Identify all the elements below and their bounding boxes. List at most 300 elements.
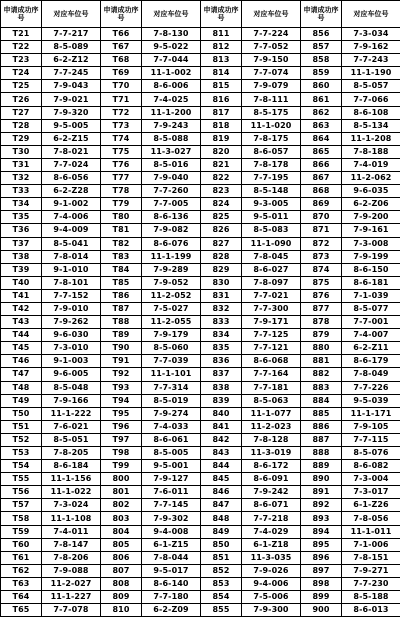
application-number-cell: T47 [1,368,42,381]
application-number-cell: 895 [301,538,342,551]
parking-space-cell: 8-5-175 [242,106,301,119]
parking-space-cell: 8-6-082 [342,460,400,473]
table-row [1,276,400,289]
application-number-cell: 800 [101,473,142,486]
parking-space-cell: 8-6-179 [342,355,400,368]
parking-space-cell: 7-7-224 [242,28,301,41]
application-number-cell: T75 [101,145,142,158]
parking-space-cell: 7-9-088 [42,564,101,577]
parking-space-cell: 8-5-060 [142,342,201,355]
application-number-cell: 887 [301,433,342,446]
table-row [1,158,400,171]
application-number-cell: 820 [201,145,242,158]
parking-space-cell: 9-4-006 [242,577,301,590]
table-row [1,54,400,67]
parking-space-cell: 7-7-226 [342,381,400,394]
application-number-cell: 846 [201,486,242,499]
parking-space-cell: 7-7-024 [42,158,101,171]
parking-space-cell: 11-2-023 [242,420,301,433]
parking-space-cell: 11-1-020 [242,119,301,132]
table-row [1,119,400,132]
application-number-cell: 868 [301,185,342,198]
application-number-cell: T87 [101,302,142,315]
application-number-cell: T39 [1,263,42,276]
parking-space-cell: 8-5-089 [42,41,101,54]
parking-space-cell: 6-2-Z09 [142,604,201,617]
table-row [1,172,400,185]
parking-space-cell: 7-3-004 [342,473,400,486]
parking-space-cell: 9-5-005 [42,119,101,132]
application-number-cell: 807 [101,564,142,577]
header-parking-space-number: 对应车位号 [142,1,201,28]
application-number-cell: 884 [301,394,342,407]
application-number-cell: 827 [201,237,242,250]
parking-space-cell: 7-6-021 [42,420,101,433]
table-row [1,577,400,590]
parking-space-cell: 8-5-188 [342,591,400,604]
parking-space-cell: 11-2-062 [342,172,400,185]
parking-space-cell: 7-7-115 [342,433,400,446]
parking-space-cell: 11-2-052 [142,289,201,302]
application-number-cell: 836 [201,355,242,368]
parking-space-cell: 7-7-121 [242,342,301,355]
parking-space-cell: 7-9-274 [142,407,201,420]
table-row [1,106,400,119]
application-number-cell: 833 [201,316,242,329]
parking-space-cell: 7-8-044 [142,551,201,564]
parking-space-cell: 7-9-199 [342,250,400,263]
application-number-cell: T59 [1,525,42,538]
application-number-cell: T96 [101,420,142,433]
parking-space-cell: 8-5-134 [342,119,400,132]
application-number-cell: 802 [101,499,142,512]
application-number-cell: 832 [201,302,242,315]
parking-space-cell: 7-9-242 [242,486,301,499]
application-number-cell: T60 [1,538,42,551]
parking-space-cell: 7-8-188 [342,145,400,158]
application-number-cell: 859 [301,67,342,80]
header-parking-space-number: 对应车位号 [342,1,400,28]
application-number-cell: 811 [201,28,242,41]
parking-space-cell: 7-9-043 [42,80,101,93]
parking-space-cell: 9-5-022 [142,41,201,54]
application-number-cell: T68 [101,54,142,67]
application-number-cell: 880 [301,342,342,355]
parking-space-cell: 7-9-289 [142,263,201,276]
parking-space-cell: 7-4-007 [342,329,400,342]
parking-space-cell: 11-1-190 [342,67,400,80]
table-row [1,289,400,302]
application-number-cell: T76 [101,158,142,171]
application-number-cell: 835 [201,342,242,355]
application-number-cell: 808 [101,577,142,590]
parking-space-cell: 7-4-019 [342,158,400,171]
parking-space-cell: 7-9-171 [242,316,301,329]
application-number-cell: T49 [1,394,42,407]
parking-space-cell: 7-7-044 [142,54,201,67]
application-number-cell: 870 [301,211,342,224]
table-row [1,250,400,263]
parking-space-cell: 7-8-178 [242,158,301,171]
application-number-cell: T44 [1,329,42,342]
application-number-cell: 801 [101,486,142,499]
parking-space-cell: 7-8-021 [42,145,101,158]
parking-space-cell: 8-5-005 [142,447,201,460]
application-number-cell: T36 [1,224,42,237]
application-number-cell: 874 [301,263,342,276]
application-number-cell: T57 [1,499,42,512]
parking-space-cell: 7-6-011 [142,486,201,499]
parking-space-cell: 8-5-076 [342,447,400,460]
application-number-cell: 860 [301,80,342,93]
parking-space-cell: 7-9-162 [342,41,400,54]
parking-space-cell: 7-9-166 [42,394,101,407]
parking-space-cell: 7-7-181 [242,381,301,394]
application-number-cell: T28 [1,119,42,132]
application-number-cell: T61 [1,551,42,564]
parking-space-cell: 7-9-010 [42,302,101,315]
table-row [1,407,400,420]
parking-space-cell: 11-1-090 [242,237,301,250]
parking-space-cell: 7-7-005 [142,198,201,211]
table-row [1,394,400,407]
application-number-cell: 893 [301,512,342,525]
application-number-cell: 886 [301,420,342,433]
application-number-cell: T48 [1,381,42,394]
table-row [1,551,400,564]
table-row [1,329,400,342]
parking-space-cell: 7-7-152 [42,289,101,302]
table-row [1,473,400,486]
table-row [1,41,400,54]
parking-space-cell: 8-5-148 [242,185,301,198]
parking-space-cell: 7-8-097 [242,276,301,289]
application-number-cell: 822 [201,172,242,185]
parking-space-cell: 9-5-011 [242,211,301,224]
parking-space-cell: 7-7-314 [142,381,201,394]
application-number-cell: 825 [201,211,242,224]
application-number-cell: 863 [301,119,342,132]
application-number-cell: T22 [1,41,42,54]
application-number-cell: T62 [1,564,42,577]
application-number-cell: T90 [101,342,142,355]
application-number-cell: T73 [101,119,142,132]
table-row [1,447,400,460]
parking-space-cell: 11-1-227 [42,591,101,604]
parking-space-cell: 8-6-027 [242,263,301,276]
application-number-cell: T23 [1,54,42,67]
parking-space-cell: 7-4-033 [142,420,201,433]
application-number-cell: 818 [201,119,242,132]
application-number-cell: 877 [301,302,342,315]
application-number-cell: T93 [101,381,142,394]
application-number-cell: 806 [101,551,142,564]
parking-space-cell: 9-5-017 [142,564,201,577]
parking-space-cell: 8-5-083 [242,224,301,237]
application-number-cell: 873 [301,250,342,263]
application-number-cell: 897 [301,564,342,577]
application-number-cell: 815 [201,80,242,93]
application-number-cell: 899 [301,591,342,604]
parking-space-cell: 7-4-006 [42,211,101,224]
table-row [1,80,400,93]
application-number-cell: T81 [101,224,142,237]
parking-space-cell: 8-5-016 [142,158,201,171]
application-number-cell: T92 [101,368,142,381]
parking-space-cell: 7-9-026 [242,564,301,577]
parking-space-cell: 8-6-108 [342,106,400,119]
application-number-cell: 816 [201,93,242,106]
parking-space-cell: 9-6-005 [42,368,101,381]
application-number-cell: 849 [201,525,242,538]
table-row [1,538,400,551]
parking-space-cell: 9-4-009 [42,224,101,237]
application-number-cell: T88 [101,316,142,329]
parking-space-cell: 7-7-074 [242,67,301,80]
parking-space-cell: 7-9-302 [142,512,201,525]
parking-space-cell: 8-6-184 [42,460,101,473]
application-number-cell: T78 [101,185,142,198]
parking-space-cell: 11-1-171 [342,407,400,420]
application-number-cell: 809 [101,591,142,604]
parking-space-cell: 7-7-066 [342,93,400,106]
application-number-cell: T99 [101,460,142,473]
parking-space-cell: 8-6-136 [142,211,201,224]
application-number-cell: T95 [101,407,142,420]
application-number-cell: T86 [101,289,142,302]
table-row [1,28,400,41]
table-row [1,316,400,329]
application-number-cell: T65 [1,604,42,617]
parking-space-cell: 6-2-Z15 [42,132,101,145]
application-number-cell: 817 [201,106,242,119]
parking-space-cell: 7-8-205 [42,447,101,460]
parking-space-cell: 8-6-057 [242,145,301,158]
application-number-cell: 828 [201,250,242,263]
parking-space-cell: 11-1-022 [42,486,101,499]
application-number-cell: 843 [201,447,242,460]
parking-space-cell: 7-9-243 [142,119,201,132]
parking-space-cell: 11-1-011 [342,525,400,538]
parking-space-cell: 8-6-172 [242,460,301,473]
application-number-cell: 856 [301,28,342,41]
table-row [1,420,400,433]
application-number-cell: 858 [301,54,342,67]
application-number-cell: 839 [201,394,242,407]
application-number-cell: 857 [301,41,342,54]
parking-space-cell: 7-9-150 [242,54,301,67]
application-number-cell: 834 [201,329,242,342]
application-number-cell: T43 [1,316,42,329]
parking-space-cell: 7-3-017 [342,486,400,499]
parking-space-cell: 7-1-006 [342,538,400,551]
parking-space-cell: 8-6-076 [142,237,201,250]
table-row [1,211,400,224]
parking-space-cell: 9-6-030 [42,329,101,342]
parking-space-cell: 7-9-040 [142,172,201,185]
application-number-cell: T35 [1,211,42,224]
table-row [1,368,400,381]
application-number-cell: 878 [301,316,342,329]
parking-space-cell: 7-9-079 [242,80,301,93]
application-number-cell: 821 [201,158,242,171]
table-row [1,591,400,604]
table-body [1,28,400,617]
application-number-cell: 865 [301,145,342,158]
header-application-number: 申请成功序号 [201,1,242,28]
parking-space-cell: 8-6-013 [342,604,400,617]
application-number-cell: T41 [1,289,42,302]
parking-space-cell: 7-5-027 [142,302,201,315]
parking-space-cell: 7-8-206 [42,551,101,564]
header-row [1,1,400,28]
application-number-cell: 804 [101,525,142,538]
application-number-cell: 885 [301,407,342,420]
parking-space-cell: 7-9-105 [342,420,400,433]
application-number-cell: 881 [301,355,342,368]
application-number-cell: T54 [1,460,42,473]
parking-space-cell: 8-6-006 [142,80,201,93]
application-number-cell: 803 [101,512,142,525]
application-number-cell: T77 [101,172,142,185]
parking-space-cell: 7-3-008 [342,237,400,250]
parking-space-cell: 8-5-041 [42,237,101,250]
header-application-number: 申请成功序号 [301,1,342,28]
parking-space-cell: 11-3-019 [242,447,301,460]
parking-space-cell: 6-2-Z28 [42,185,101,198]
table-row [1,93,400,106]
table-header [1,1,400,28]
header-application-number: 申请成功序号 [1,1,42,28]
application-number-cell: T40 [1,276,42,289]
application-number-cell: T89 [101,329,142,342]
application-number-cell: 864 [301,132,342,145]
parking-space-cell: 11-2-055 [142,316,201,329]
table-row [1,302,400,315]
parking-space-cell: 8-6-061 [142,433,201,446]
parking-space-cell: 6-1-Z26 [342,499,400,512]
application-number-cell: 814 [201,67,242,80]
application-number-cell: 844 [201,460,242,473]
table-row [1,486,400,499]
parking-space-cell: 7-4-011 [42,525,101,538]
application-number-cell: 861 [301,93,342,106]
parking-space-cell: 11-1-199 [142,250,201,263]
application-number-cell: T33 [1,185,42,198]
application-number-cell: 845 [201,473,242,486]
parking-space-cell: 8-5-088 [142,132,201,145]
table-row [1,355,400,368]
parking-space-cell: 7-7-245 [42,67,101,80]
parking-space-cell: 7-7-052 [242,41,301,54]
application-number-cell: 812 [201,41,242,54]
application-number-cell: T98 [101,447,142,460]
application-number-cell: T34 [1,198,42,211]
parking-space-cell: 7-9-300 [242,604,301,617]
application-number-cell: T30 [1,145,42,158]
parking-space-cell: 7-9-021 [42,93,101,106]
parking-space-cell: 7-9-179 [142,329,201,342]
parking-space-cell: 7-7-300 [242,302,301,315]
application-number-cell: 875 [301,276,342,289]
parking-space-cell: 6-1-Z18 [242,538,301,551]
parking-space-cell: 7-7-218 [242,512,301,525]
parking-space-cell: 9-4-008 [142,525,201,538]
parking-space-cell: 7-8-014 [42,250,101,263]
application-number-cell: 853 [201,577,242,590]
application-number-cell: 900 [301,604,342,617]
application-number-cell: 890 [301,473,342,486]
parking-space-cell: 7-7-243 [342,54,400,67]
application-number-cell: 838 [201,381,242,394]
application-number-cell: 854 [201,591,242,604]
table-row [1,145,400,158]
application-number-cell: T26 [1,93,42,106]
application-number-cell: 882 [301,368,342,381]
application-number-cell: T69 [101,67,142,80]
parking-space-cell: 8-6-056 [42,172,101,185]
parking-space-cell: 8-5-077 [342,302,400,315]
application-number-cell: T50 [1,407,42,420]
parking-space-cell: 7-1-039 [342,289,400,302]
application-number-cell: T37 [1,237,42,250]
application-number-cell: T24 [1,67,42,80]
application-number-cell: 866 [301,158,342,171]
parking-space-cell: 7-3-024 [42,499,101,512]
parking-space-cell: 8-5-063 [242,394,301,407]
application-number-cell: 847 [201,499,242,512]
application-number-cell: T21 [1,28,42,41]
table-row [1,460,400,473]
application-number-cell: 855 [201,604,242,617]
parking-space-cell: 8-6-068 [242,355,301,368]
parking-space-cell: 11-1-002 [142,67,201,80]
table-row [1,512,400,525]
application-number-cell: T83 [101,250,142,263]
application-number-cell: T63 [1,577,42,590]
parking-space-cell: 7-3-034 [342,28,400,41]
parking-space-cell: 7-7-125 [242,329,301,342]
parking-space-cell: 7-8-175 [242,132,301,145]
parking-space-cell: 7-8-111 [242,93,301,106]
table-row [1,198,400,211]
application-number-cell: 889 [301,460,342,473]
parking-space-cell: 7-3-010 [42,342,101,355]
parking-space-cell: 7-9-161 [342,224,400,237]
parking-space-cell: 8-5-057 [342,80,400,93]
table-row [1,342,400,355]
parking-space-cell: 9-1-003 [42,355,101,368]
parking-space-cell: 7-7-230 [342,577,400,590]
header-application-number: 申请成功序号 [101,1,142,28]
application-number-cell: T66 [101,28,142,41]
table-row [1,185,400,198]
application-number-cell: 819 [201,132,242,145]
parking-space-cell: 7-7-195 [242,172,301,185]
table-row [1,433,400,446]
application-number-cell: T85 [101,276,142,289]
parking-space-cell: 7-9-082 [142,224,201,237]
application-number-cell: T91 [101,355,142,368]
parking-space-cell: 7-7-217 [42,28,101,41]
application-number-cell: T25 [1,80,42,93]
application-number-cell: T82 [101,237,142,250]
parking-space-cell: 11-1-101 [142,368,201,381]
parking-space-cell: 9-5-039 [342,394,400,407]
parking-space-cell: 7-7-039 [142,355,201,368]
application-number-cell: 841 [201,420,242,433]
parking-space-cell: 9-3-005 [242,198,301,211]
